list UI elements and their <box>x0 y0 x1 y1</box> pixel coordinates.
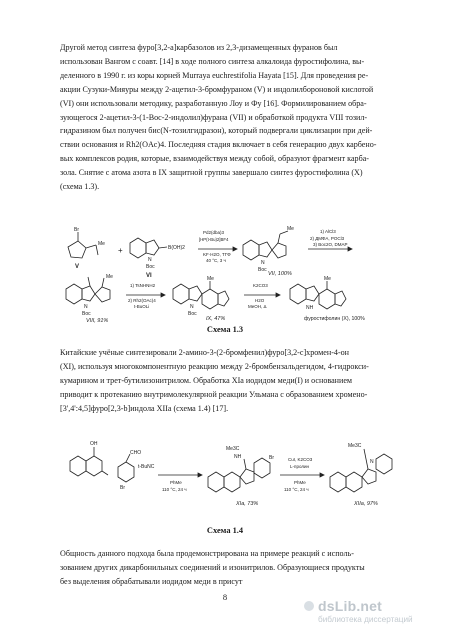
text-line: кумарином и трет-бутилизонитрилом. Обработка XIa иодидом меди(I) и основанием <box>60 375 353 385</box>
boc-label: Boc <box>146 264 155 270</box>
condition-text: PhMe <box>294 480 306 485</box>
text-line: ствии основания и Rh2(OAc)4. Последняя стадия включает в себя генерацию двух карбено- <box>60 140 377 150</box>
paragraph-chromenofuroindole <box>60 346 390 416</box>
methyl-label: Me <box>98 241 105 247</box>
text-line: гидразином был получен бис(N-тозилгидразон), который подвергали циклизации при дей- <box>60 126 373 136</box>
nitrogen-label: N <box>370 459 374 465</box>
watermark-logo: dsLib.net <box>318 598 383 614</box>
boc-label: Boc <box>82 311 91 317</box>
condition-text: MeOH, Δ <box>248 304 267 309</box>
compound-label-xiia: XIIa, 97% <box>354 501 378 507</box>
condition-text: K2CO3 <box>253 283 268 288</box>
condition-text: t-BuOLi <box>134 304 150 309</box>
text-line: (XI), используя многокомпонентную реакцию между 2-бромбензальдегидом, 4-гидрокси- <box>60 361 369 371</box>
plus-sign: + <box>118 246 123 255</box>
compound-label-xia: XIa, 73% <box>236 501 259 507</box>
bromo-label: Br <box>120 485 125 491</box>
scheme-1-3-diagram <box>58 223 398 323</box>
scheme-caption: Схема 1.4 <box>206 526 244 535</box>
text-line: зующегося 2-ацетил-3-(1-Boc-2-индолил)фурана (VII) и обработкой продукта VIII тозил- <box>60 112 368 122</box>
condition-text: 2) ДМФА, POCl3 <box>310 236 345 241</box>
methyl-label: Me <box>106 274 113 280</box>
paragraph-furocarbazole-synthesis <box>60 41 390 194</box>
bromo-label: Br <box>269 455 274 461</box>
text-line: акции Сузуки-Мияуры между 2-ацетил-3-бромфураном (V) и индолилбороновой кислотой <box>60 84 374 94</box>
methyl-label: Me <box>207 276 214 282</box>
boronic-acid-label: B(OH)2 <box>168 245 185 251</box>
watermark <box>318 598 438 628</box>
compound-label-viii: VIII, 91% <box>86 318 109 323</box>
condition-text: 1) TsNHNH2 <box>130 283 156 288</box>
condition-text: PhMe <box>170 480 182 485</box>
nitrogen-label: N <box>190 304 194 310</box>
compound-label-v: V <box>75 264 80 270</box>
text-line: (VI) они использовали методику, разработанную Лоу и Фу [16]. Формилированием обра- <box>60 98 367 108</box>
text-line: зола. Снятие с атома азота в IX защитной группы завершало синтез фуростифолина (X) <box>60 168 363 178</box>
watermark-subtitle: библиотека диссертаций <box>318 615 413 624</box>
compound-label-x: фуростифолин (X), 100% <box>304 316 365 322</box>
tert-butyl-label: Me3C <box>226 446 240 452</box>
text-line: Общность данного подхода была продемонстрирована на примере реакций с исполь- <box>60 549 354 558</box>
text-line: зованием других дикарбонильных соединений и изонитрилов. Образующиеся продукты <box>60 562 365 572</box>
text-line: [3',4':4,5]фуро[2,3-b]индола XIIa (схема 1.4) [17]. <box>60 403 229 413</box>
scheme-1-4-diagram <box>58 421 398 523</box>
boc-label: Boc <box>258 267 267 273</box>
condition-text: [HP(t-Bu)2]BF4 <box>199 237 229 242</box>
condition-text: 110 °C, 24 ч <box>284 487 309 492</box>
paragraph-generality <box>60 547 390 589</box>
text-line: без выделения обрабатывали иодидом меди в присут <box>60 576 243 586</box>
nitrogen-label: N <box>84 304 88 310</box>
isonitrile-label: t-BuNC <box>138 464 155 470</box>
text-line: вых комплексов родия, которые, взаимодействуя между собой, образуют фрагмент карба- <box>60 154 369 164</box>
text-line: приводит к протеканию внутримолекулярной реакции Ульмана с образованием хромено- <box>60 389 368 399</box>
nitrogen-label: N <box>261 260 265 266</box>
text-line: деленного в 1990 г. из коры корней Murraya euchrestifolia Hayata [15]. Для проведения ре- <box>60 70 369 80</box>
condition-text: 2) Rh2(OAc)4 <box>128 298 156 303</box>
condition-text: L-пролин <box>290 464 309 469</box>
compound-label-vii: VII, 100% <box>268 271 292 277</box>
aldehyde-label: CHO <box>130 450 142 456</box>
condition-text: 110 °C, 24 ч <box>162 487 187 492</box>
text-line: использован Вангом с соавт. [14] в ходе полного синтеза алкалоида фуростифолина, вы- <box>60 56 365 66</box>
nh-label: NH <box>234 454 242 460</box>
watermark-logo-icon <box>304 601 314 611</box>
boc-label: Boc <box>188 311 197 317</box>
text-line: (схема 1.3). <box>60 182 100 192</box>
scheme-caption: Схема 1.3 <box>206 325 244 334</box>
condition-text: 1) AlCl3 <box>320 229 336 234</box>
page-number: 8 <box>222 592 228 602</box>
condition-text: KF·H2O, ТГФ <box>203 252 231 257</box>
condition-text: CuI, K2CO3 <box>288 457 313 462</box>
condition-text: 3) Boc2O, DMAP <box>313 242 348 247</box>
nh-label: NH <box>306 305 314 311</box>
bromo-label: Br <box>74 227 79 233</box>
methyl-label: Me <box>324 276 331 282</box>
tert-butyl-label: Me3C <box>348 443 362 449</box>
condition-text: H2O <box>255 298 265 303</box>
nitrogen-label: N <box>148 257 152 263</box>
text-line: Другой метод синтеза фуро[3,2-a]карбазолов из 2,3-дизамещенных фуранов был <box>60 43 338 52</box>
condition-text: 40 °C, 3 ч <box>206 258 226 263</box>
compound-label-ix: IX, 47% <box>206 316 226 322</box>
hydroxy-label: OH <box>90 441 98 447</box>
methyl-label: Me <box>287 226 294 232</box>
text-line: Китайские учёные синтезировали 2-амино-3-(2-бромфенил)фуро[3,2-c]хромен-4-он <box>60 348 350 357</box>
condition-text: Pd2(dba)3 <box>203 230 225 235</box>
compound-label-vi: VI <box>146 273 152 279</box>
